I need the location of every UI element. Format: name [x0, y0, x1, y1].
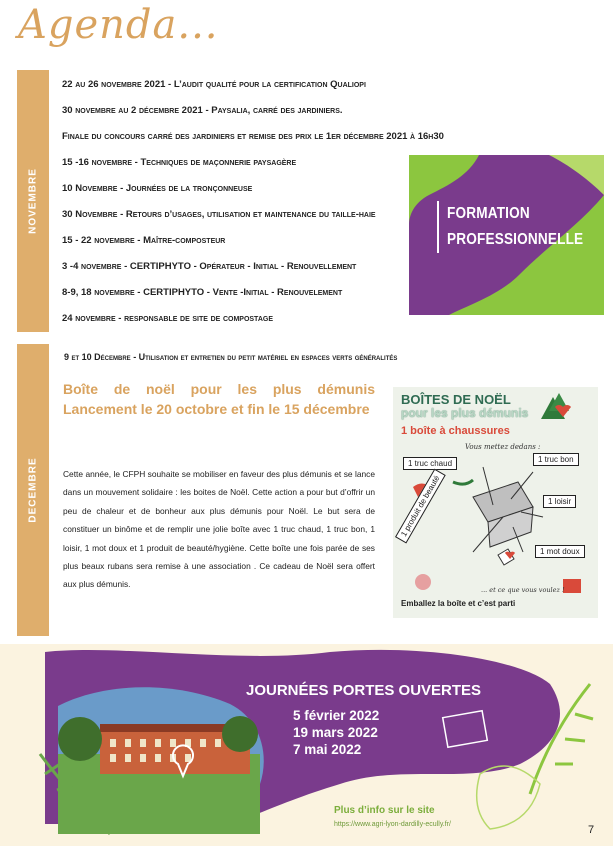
- jpo-title: JOURNÉES PORTES OUVERTES: [246, 682, 482, 699]
- noel-footer: Emballez la boîte et c’est parti: [401, 599, 516, 608]
- agenda-item: 15 - 22 novembre - Maître-composteur: [62, 235, 226, 246]
- jpo-date: 19 mars 2022: [293, 725, 378, 740]
- tag-mot-doux: 1 mot doux: [535, 545, 585, 558]
- more-info-label: Plus d’info sur le site: [334, 805, 435, 816]
- tag-truc-chaud: 1 truc chaud: [403, 457, 457, 470]
- noel-heading: BOÎTES DE NOËL: [401, 392, 511, 407]
- formation-professionnelle-image: [409, 155, 604, 315]
- noel-instruction: Vous mettez dedans :: [465, 443, 541, 451]
- accent-bar: [437, 201, 439, 253]
- agenda-item: Finale du concours carré des jardiniers et remise des prix le 1er décembre 2021 à 16h30: [62, 131, 444, 142]
- jpo-date: 5 février 2022: [293, 708, 380, 723]
- jpo-date: 7 mai 2022: [293, 742, 362, 757]
- agenda-item: 15 -16 novembre - Techniques de maçonnerie paysagère: [62, 157, 297, 168]
- agenda-item: 30 Novembre - Retours d’usages, utilisation et maintenance du taille-haie: [62, 209, 376, 220]
- tag-loisir: 1 loisir: [543, 495, 576, 508]
- formation-line2: PROFESSIONNELLE: [447, 231, 584, 248]
- boites-de-noel-image: [393, 387, 598, 618]
- december-tab: [17, 344, 49, 636]
- website-link[interactable]: https://www.agri-lyon-dardilly-ecully.fr/: [334, 821, 451, 828]
- boite-noel-heading: Boîte de noël pour les plus démunis Lancement le 20 octobre et fin le 15 décembre: [63, 381, 375, 417]
- noel-footer-note: ... et ce que vous voulez !: [481, 586, 565, 594]
- agenda-item: 3 -4 novembre - CERTIPHYTO - Opérateur - Initial - Renouvellement: [62, 261, 357, 272]
- agenda-item: 24 novembre - responsable de site de compostage: [62, 313, 273, 324]
- jpo-dates: [293, 707, 379, 758]
- formation-line1: FORMATION: [447, 205, 530, 222]
- agenda-item: 8-9, 18 novembre - CERTIPHYTO - Vente -Initial - Renouvelement: [62, 287, 343, 298]
- agenda-item: 10 Novembre - Journées de la tronçonneuse: [62, 183, 253, 194]
- december-agenda-item: 9 et 10 Décembre - Utilisation et entretien du petit matériel en espaces verts généralités: [64, 352, 398, 362]
- boite-noel-paragraph: Cette année, le CFPH souhaite se mobiliser en faveur des plus démunis et se lance dans un mouvement solidaire : les boites de Noël. Cette action a pour but d’offrir un peu de chaleur et de bonheur aux plus démunis pour Noël. Le but sera de constituer un binôme et de remplir une jolie boîte avec 1 truc chaud, 1 truc bon, 1 loisir, 1 mot doux et 1 produit de beauté/hygiène. Cette boîte une fois parée de ses plus beaux rubans sera remise à une association . Ce cadeau de Noël sera offert aux plus démunis.: [63, 469, 375, 590]
- page-title: Agenda...: [18, 2, 219, 48]
- noel-subheading: pour les plus démunis: [401, 406, 529, 420]
- december-tab-label: DECEMBRE: [27, 457, 39, 523]
- tag-produit-beaute: 1 produit de beauté: [395, 469, 446, 544]
- agenda-item: 22 au 26 novembre 2021 - L’audit qualité pour la certification Qualiopi: [62, 79, 366, 90]
- page-number: 7: [588, 824, 595, 836]
- november-tab-label: NOVEMBRE: [27, 168, 39, 234]
- noel-box: 1 boîte à chaussures: [401, 425, 510, 437]
- november-tab: [17, 70, 49, 332]
- tag-truc-bon: 1 truc bon: [533, 453, 579, 466]
- agenda-item: 30 novembre au 2 décembre 2021 - Paysalia, carré des jardiniers.: [62, 105, 343, 116]
- november-agenda-list: [62, 78, 444, 338]
